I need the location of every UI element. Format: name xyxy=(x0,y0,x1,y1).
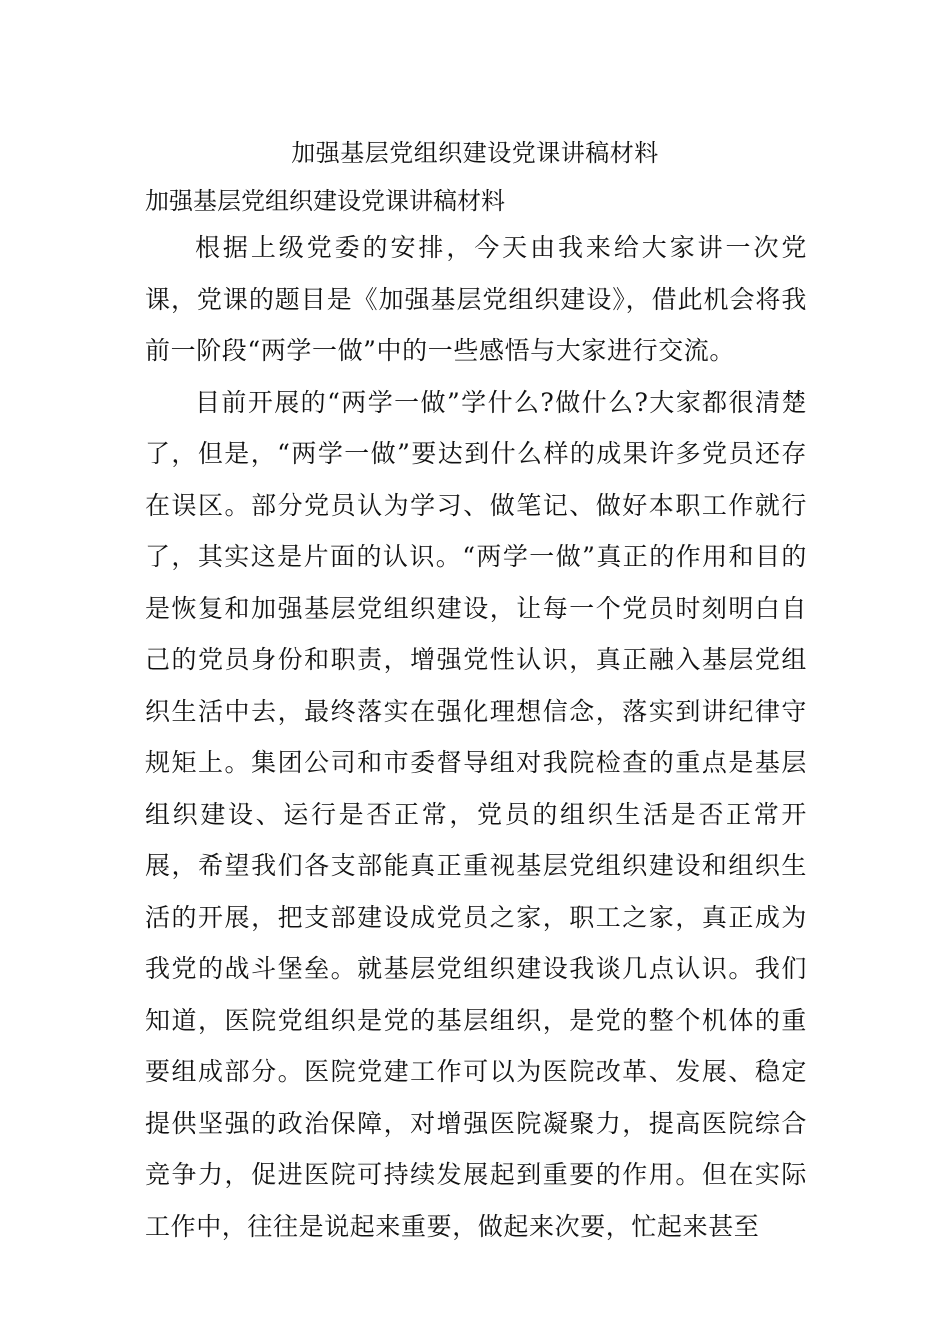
document-subtitle: 加强基层党组织建设党课讲稿材料 xyxy=(145,187,505,215)
paragraph-main: 目前开展的“两学一做”学什么?做什么?大家都很清楚了，但是，“两学一做”要达到什么样的成果许多党员还存在误区。部分党员认为学习、做笔记、做好本职工作就行了，其实这是片面的认识。“两学一做”真正的作用和目的是恢复和加强基层党组织建设，让每一个党员时刻明白自己的党员身份和职责，增强党性认识，真正融入基层党组织生活中去，最终落实在强化理想信念，落实到讲纪律守规矩上。集团公司和市委督导组对我院检查的重点是基层组织建设、运行是否正常，党员的组织生活是否正常开展，希望我们各支部能真正重视基层党组织建设和组织生活的开展，把支部建设成党员之家，职工之家，真正成为我党的战斗堡垒。就基层党组织建设我谈几点认识。我们知道，医院党组织是党的基层组织，是党的整个机体的重要组成部分。医院党建工作可以为医院改革、发展、稳定提供坚强的政治保障，对增强医院凝聚力，提高医院综合竞争力，促进医院可持续发展起到重要的作用。但在实际工作中，往往是说起来重要，做起来次要，忙起来甚至 xyxy=(145,387,807,1241)
document-body xyxy=(145,222,807,1252)
paragraph-intro: 根据上级党委的安排，今天由我来给大家讲一次党课，党课的题目是《加强基层党组织建设》，借此机会将我前一阶段“两学一做”中的一些感悟与大家进行交流。 xyxy=(145,233,807,365)
document-title: 加强基层党组织建设党课讲稿材料 xyxy=(291,139,659,167)
